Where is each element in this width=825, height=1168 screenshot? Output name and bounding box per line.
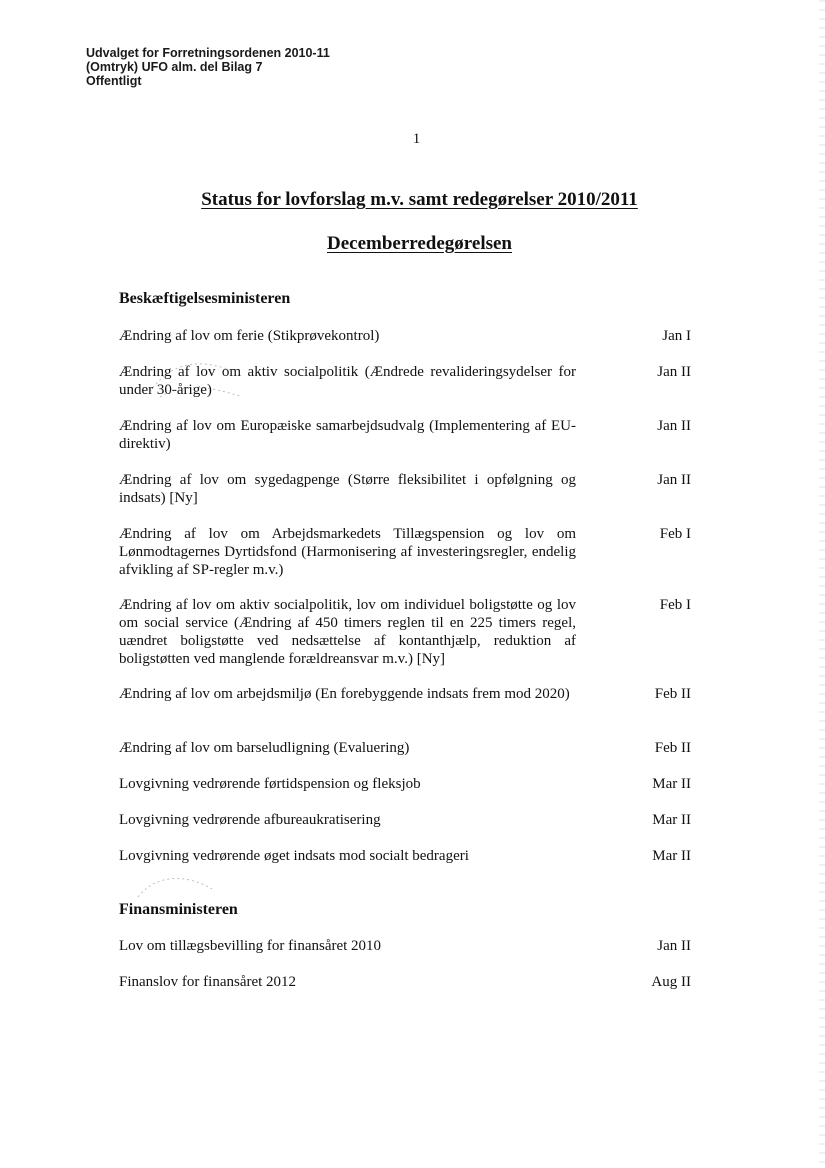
item-date: Feb II — [654, 686, 691, 702]
item-date: Mar II — [652, 812, 691, 828]
document-reference-line: (Omtryk) UFO alm. del Bilag 7 — [86, 60, 263, 74]
item-text: Ændring af lov om ferie (Stikprøvekontrol) — [119, 328, 380, 344]
item-text: Ændring af lov om aktiv socialpolitik, lov om individuel boligstøtte og lov om social service (Ændring af 450 timers reglen til en 225 timers regel, uændret boligstøtte ved nedsættelse af kontanthjælp, reduktion af boligstøtten ved manglende forældreansvar m.v.) [Ny] — [119, 597, 576, 667]
section-heading-beskaeftigelse: Beskæftigelsesministeren — [119, 290, 291, 307]
item-date: Aug II — [651, 974, 691, 990]
item-date: Feb I — [659, 526, 691, 542]
item-text: Ændring af lov om Arbejdsmarkedets Tillægspension og lov om Lønmodtagernes Dyrtidsfond (Harmonisering af investeringsregler, endelig afvikling af SP-regler m.v.) — [119, 526, 576, 578]
item-date: Mar II — [652, 776, 691, 792]
scan-edge — [819, 0, 825, 1168]
item-date: Jan II — [657, 938, 691, 954]
item-date: Jan II — [657, 472, 691, 488]
item-date: Jan II — [657, 418, 691, 434]
page-number: 1 — [412, 131, 421, 147]
item-date: Feb II — [654, 740, 691, 756]
header-stamp — [86, 46, 330, 88]
item-text: Lovgivning vedrørende øget indsats mod socialt bedrageri — [119, 848, 469, 864]
item-date: Mar II — [652, 848, 691, 864]
item-date: Jan II — [657, 364, 691, 380]
committee-line: Udvalget for Forretningsordenen 2010-11 — [86, 46, 330, 60]
item-text: Lov om tillægsbevilling for finansåret 2010 — [119, 938, 382, 954]
item-text: Ændring af lov om barseludligning (Evaluering) — [119, 740, 410, 756]
item-text: Ændring af lov om Europæiske samarbejdsudvalg (Implementering af EU-direktiv) — [119, 418, 576, 452]
item-text: Ændring af lov om arbejdsmiljø (En forebyggende indsats frem mod 2020) — [119, 686, 570, 702]
item-text: Finanslov for finansåret 2012 — [119, 974, 297, 990]
item-text: Ændring af lov om sygedagpenge (Større fleksibilitet i opfølgning og indsats) [Ny] — [119, 472, 576, 506]
item-date: Jan I — [662, 328, 691, 344]
document-title: Status for lovforslag m.v. samt redegørelser 2010/2011 — [201, 189, 638, 210]
document-subtitle: Decemberredegørelsen — [327, 233, 512, 254]
item-text: Ændring af lov om aktiv socialpolitik (Ændrede revalideringsydelser for under 30-årige) — [119, 364, 576, 398]
item-text: Lovgivning vedrørende førtidspension og fleksjob — [119, 776, 421, 792]
item-date: Feb I — [659, 597, 691, 613]
section-heading-finans: Finansministeren — [119, 901, 238, 918]
public-status-line: Offentligt — [86, 74, 142, 88]
item-text: Lovgivning vedrørende afbureaukratisering — [119, 812, 381, 828]
